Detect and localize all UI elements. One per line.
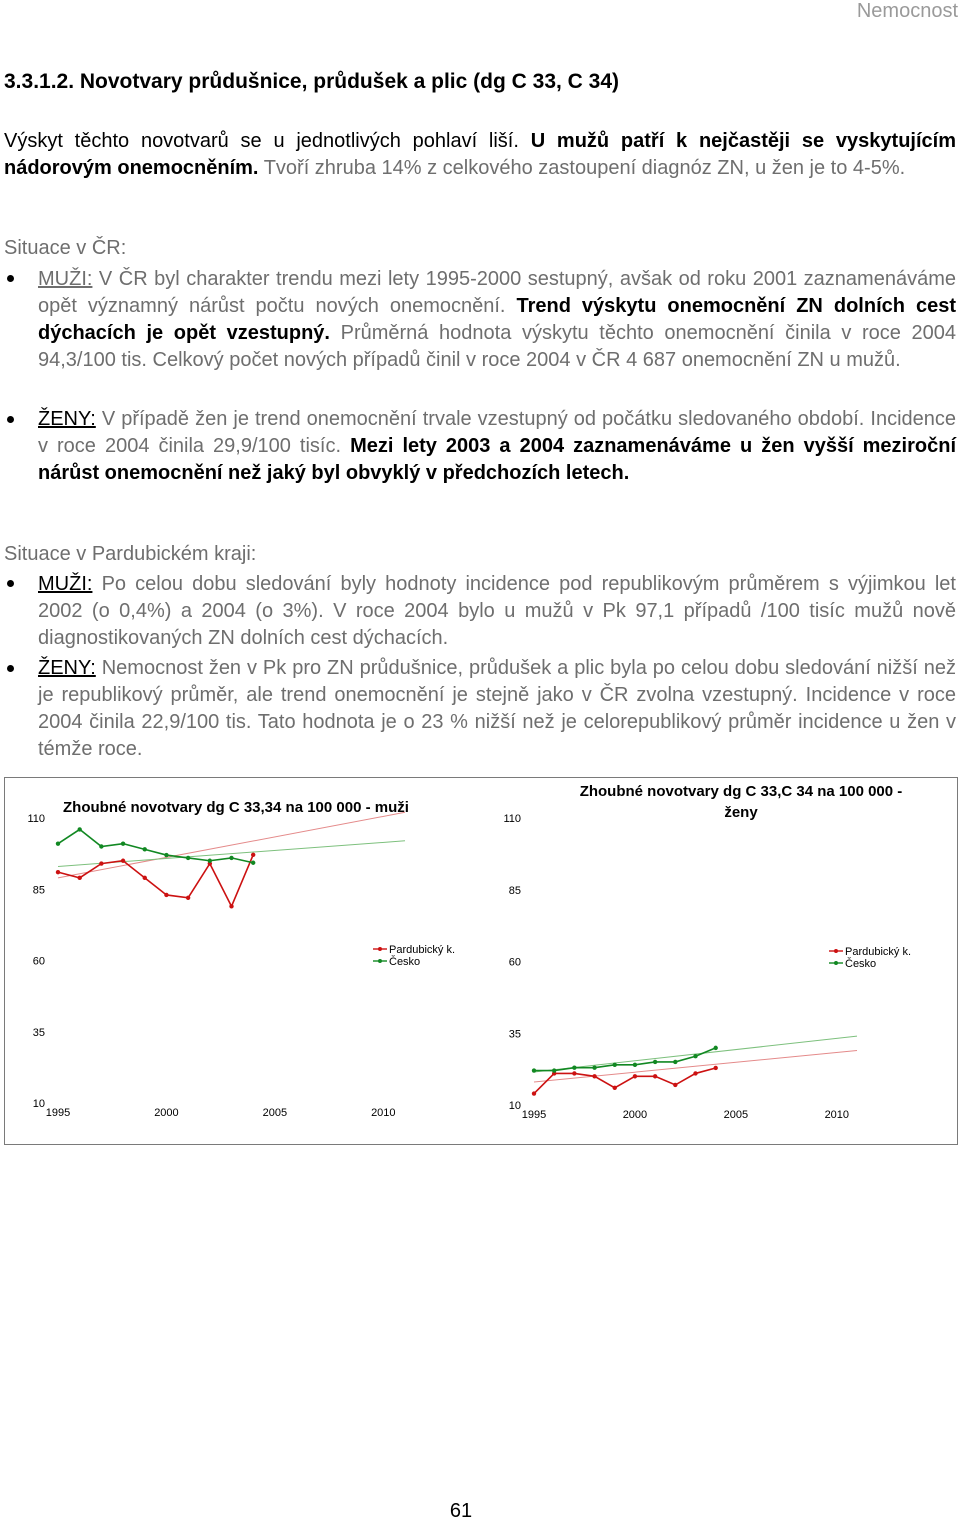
- intro-bold: U mužů patří k nejčastěji se vyskytujícím nádorovým onemocněním.: [4, 130, 956, 179]
- pk-women-text: Nemocnost žen v Pk pro ZN průdušnice, průdušek a plic byla po celou dobu sledování nižší než je republikový průměr, ale trend onemocnění je stejně jako v ČR zvolna vzestupný. Incidence v roce 2004 činila 22,9/100 tis. Tato hodnota je o 23 % nižší než je celorepublikový průměr incidence u žen v témže roce.: [38, 657, 956, 760]
- data-point: [653, 1074, 657, 1078]
- chart-women: [481, 778, 957, 1144]
- pk-men-label: MUŽI:: [38, 573, 93, 595]
- data-point: [633, 1063, 637, 1067]
- data-point: [77, 827, 81, 831]
- x-tick-label: 2010: [824, 1109, 850, 1121]
- data-point: [56, 841, 60, 845]
- y-tick-label: 10: [32, 1098, 45, 1110]
- data-point: [99, 844, 103, 848]
- pk-women-label: ŽENY:: [38, 657, 96, 679]
- y-tick-label: 35: [32, 1026, 45, 1039]
- intro-text-2: Tvoří zhruba 14% z celkového zastoupení diagnóz ZN, u žen je to 4-5%.: [258, 157, 906, 179]
- y-tick-label: 85: [508, 884, 521, 897]
- data-point: [143, 876, 147, 880]
- data-point: [673, 1060, 677, 1064]
- data-point: [208, 859, 212, 863]
- cr-women-paragraph: [38, 406, 956, 487]
- data-point: [592, 1074, 596, 1078]
- cr-men-paragraph: [38, 266, 956, 374]
- chart-title: Zhoubné novotvary dg C 33,34 na 100 000 - muži: [63, 799, 409, 816]
- bullet-icon: [7, 416, 14, 423]
- data-point: [613, 1063, 617, 1067]
- cr-women-bold: Mezi lety 2003 a 2004 zaznamenáváme u žen vyšší meziroční nárůst onemocnění než jaký byl obvyklý v předchozích letech.: [38, 435, 957, 484]
- bullet-icon: [7, 275, 14, 282]
- cr-men-text-1: V ČR byl charakter trendu mezi lety 1995-2000 sestupný, avšak od roku 2001 zaznamenáváme opět významný nárůst počtu nových onemocnění.: [38, 268, 956, 317]
- data-point: [552, 1068, 556, 1072]
- data-point: [633, 1074, 637, 1078]
- legend-label: Pardubický k.: [845, 946, 912, 958]
- x-tick-label: 2000: [154, 1107, 179, 1119]
- series-line: [534, 1068, 716, 1094]
- section-title-pk: Situace v Pardubickém kraji:: [4, 543, 257, 565]
- legend-marker: [378, 959, 382, 963]
- bullet-icon: [7, 665, 14, 672]
- data-point: [56, 870, 60, 874]
- data-point: [693, 1054, 697, 1058]
- legend-label: Pardubický k.: [389, 944, 456, 956]
- pk-women-paragraph: [38, 655, 956, 763]
- data-point: [251, 853, 255, 857]
- data-point: [532, 1091, 536, 1095]
- data-point: [713, 1066, 717, 1070]
- legend-marker: [834, 949, 838, 953]
- data-point: [121, 841, 125, 845]
- data-point: [653, 1060, 657, 1064]
- bullet-icon: [7, 580, 14, 587]
- data-point: [592, 1065, 596, 1069]
- y-tick-label: 85: [32, 884, 45, 897]
- x-tick-label: 2005: [262, 1107, 288, 1119]
- x-tick-label: 1995: [45, 1107, 71, 1119]
- x-tick-label: 2000: [622, 1109, 648, 1121]
- x-tick-label: 2005: [723, 1109, 749, 1121]
- data-point: [713, 1046, 717, 1050]
- y-tick-label: 110: [503, 813, 521, 825]
- data-point: [121, 859, 125, 863]
- legend-label: Česko: [389, 956, 421, 968]
- x-tick-label: 1995: [521, 1109, 547, 1121]
- chart-men: [5, 778, 481, 1144]
- y-tick-label: 60: [508, 956, 521, 969]
- charts-frame: [4, 777, 958, 1145]
- cr-men-label: MUŽI:: [38, 268, 93, 290]
- series-line: [58, 855, 253, 907]
- cr-women-label: ŽENY:: [38, 408, 96, 430]
- y-tick-label: 60: [32, 955, 45, 968]
- chart-title-line: ženy: [724, 804, 758, 821]
- data-point: [143, 847, 147, 851]
- pk-men-paragraph: [38, 571, 956, 652]
- legend-marker: [834, 961, 838, 965]
- page-number: 61: [449, 1500, 473, 1522]
- data-point: [164, 853, 168, 857]
- data-point: [99, 861, 103, 865]
- data-point: [77, 876, 81, 880]
- data-point: [572, 1065, 576, 1069]
- data-point: [186, 856, 190, 860]
- data-point: [572, 1071, 576, 1075]
- data-point: [613, 1086, 617, 1090]
- y-tick-label: 35: [508, 1028, 521, 1041]
- data-point: [229, 904, 233, 908]
- chart-title-line: Zhoubné novotvary dg C 33,C 34 na 100 000 -: [579, 783, 903, 800]
- data-point: [229, 856, 233, 860]
- data-point: [673, 1083, 677, 1087]
- section-title-cr: Situace v ČR:: [4, 237, 127, 259]
- legend-label: Česko: [845, 958, 877, 970]
- data-point: [251, 861, 255, 865]
- cr-women-text: V případě žen je trend onemocnění trvale vzestupný od počátku sledovaného období. Incidence v roce 2004 činila 29,9/100 tisíc.: [38, 408, 956, 457]
- y-tick-label: 110: [27, 813, 45, 825]
- data-point: [532, 1068, 536, 1072]
- section-heading: 3.3.1.2. Novotvary průdušnice, průdušek a plic (dg C 33, C 34): [4, 70, 620, 93]
- y-tick-label: 10: [508, 1100, 521, 1112]
- legend-marker: [378, 947, 382, 951]
- data-point: [164, 893, 168, 897]
- cr-men-bold: Trend výskytu onemocnění ZN dolních cest dýchacích je opět vzestupný.: [38, 295, 956, 344]
- pk-men-text: Po celou dobu sledování byly hodnoty incidence pod republikovým průměrem s výjimkou let 2002 (o 0,4%) a 2004 (o 3%). V roce 2004 bylo u mužů v Pk 97,1 případů /100 tisíc mužů nově diagnostikovaných ZN dolních cest dýchacích.: [38, 573, 956, 649]
- intro-text-1: Výskyt těchto novotvarů se u jednotlivých pohlaví liší.: [4, 130, 531, 152]
- intro-paragraph: [4, 128, 956, 182]
- x-tick-label: 2010: [371, 1107, 396, 1119]
- data-point: [693, 1071, 697, 1075]
- data-point: [186, 896, 190, 900]
- cr-men-text-2: Průměrná hodnota výskytu těchto onemocnění činila v roce 2004 94,3/100 tis. Celkový počet nových případů činil v roce 2004 v ČR 4 687 onemocnění ZN u mužů.: [38, 322, 956, 371]
- running-header: Nemocnost: [856, 0, 958, 22]
